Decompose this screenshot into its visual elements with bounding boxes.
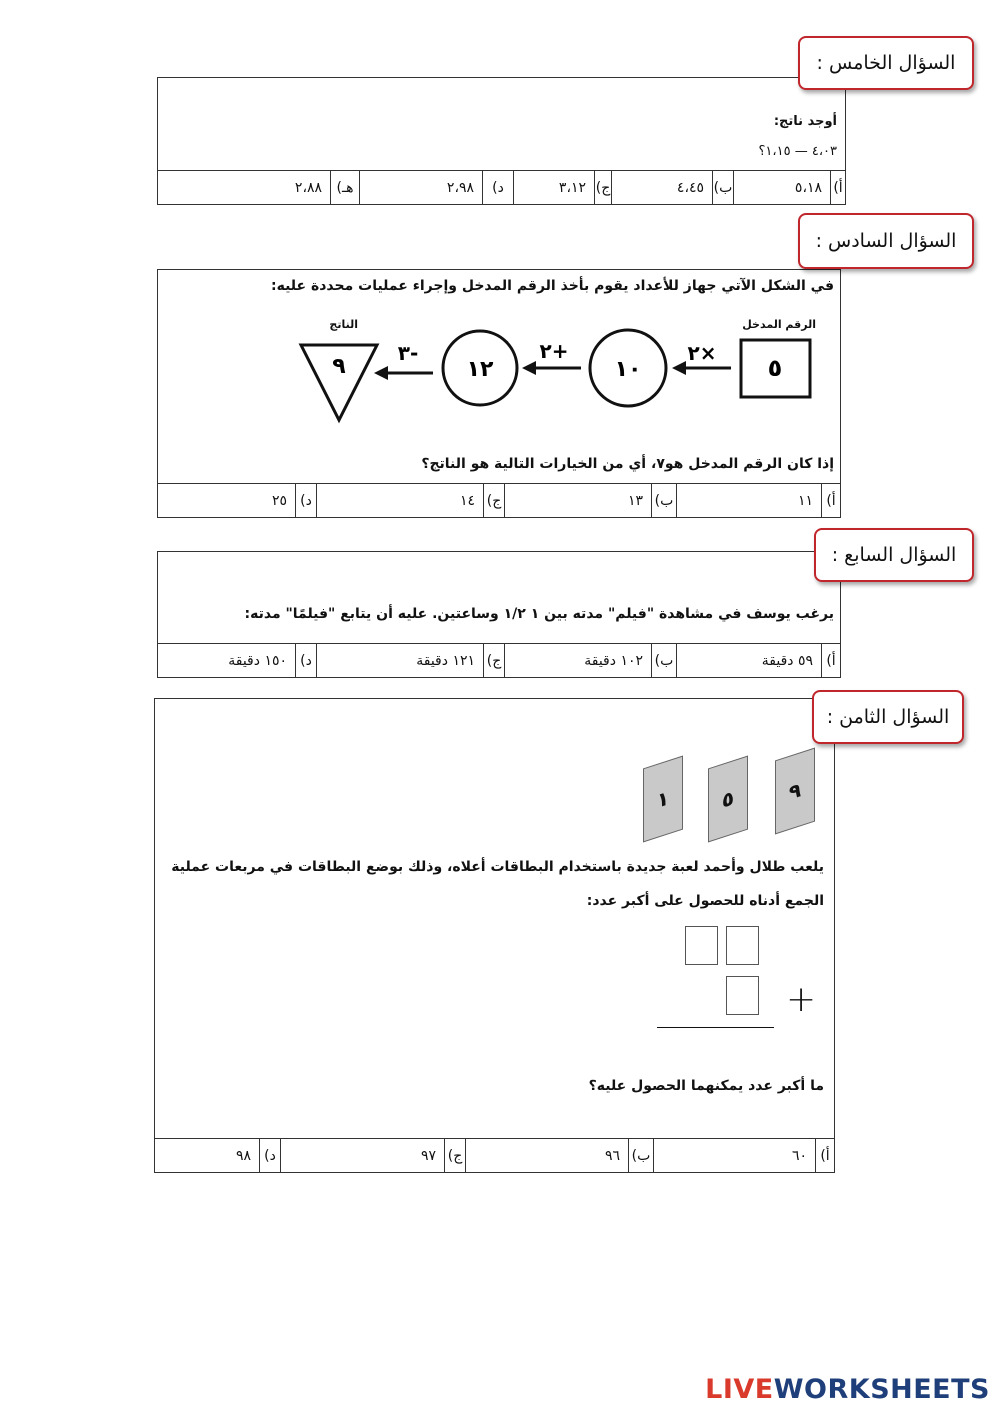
q5-option-b[interactable]: ٤،٤٥ — [611, 171, 712, 204]
q6-output-label: الناتج — [329, 318, 358, 331]
q8-question: ما أكبر عدد يمكنهما الحصول عليه؟ — [588, 1078, 824, 1094]
q8-box-bottom[interactable] — [726, 976, 759, 1015]
q5-label: السؤال الخامس : — [798, 36, 974, 90]
q8-plus-sign: + — [786, 979, 817, 1020]
q5-option-a[interactable]: ٥،١٨ — [733, 171, 830, 204]
q8-answer-row — [155, 1138, 834, 1172]
q8-option-d[interactable]: ٩٨ — [235, 1147, 251, 1164]
q6-intro: في الشكل الآتي جهاز للأعداد يقوم بأخذ الرقم المدخل وإجراء عمليات محددة عليه: — [271, 278, 834, 294]
q8-text-line1: يلعب طلال وأحمد لعبة جديدة باستخدام البطاقات أعلاه، وذلك بوضع البطاقات في مربعات عملية — [171, 859, 824, 875]
q6-option-a[interactable]: ١١ — [676, 484, 821, 517]
q5-option-e[interactable]: ٢،٨٨ — [294, 179, 322, 196]
q8-letter-a: أ) — [815, 1139, 834, 1172]
q7-letter-c: ج) — [483, 644, 504, 677]
q6-input-value: ٥ — [767, 354, 783, 382]
q8-card-3: ١ — [643, 756, 683, 843]
question-7-box — [157, 551, 841, 678]
q5-instruction: أوجد ناتج: — [773, 114, 837, 129]
q5-option-d[interactable]: ٢،٩٨ — [359, 171, 482, 204]
q6-step1-value: ١٠ — [614, 357, 642, 382]
q5-answer-row — [158, 170, 845, 204]
q6-letter-b: ب) — [651, 484, 676, 517]
liveworksheets-logo — [705, 1374, 990, 1405]
q6-machine-diagram — [158, 270, 840, 517]
q7-letter-b: ب) — [651, 644, 676, 677]
q6-question: إذا كان الرقم المدخل هو٧، أي من الخيارات التالية هو الناتج؟ — [421, 456, 834, 472]
q5-letter-b: ب) — [712, 171, 733, 204]
q6-letter-a: أ) — [821, 484, 840, 517]
q7-answer-row — [158, 643, 840, 677]
q5-option-c[interactable]: ٣،١٢ — [513, 171, 594, 204]
q5-expression: ٤،٠٣ — ١،١٥؟ — [758, 144, 837, 159]
logo-prefix: LIVE — [705, 1374, 774, 1405]
q8-box-top-left[interactable] — [685, 926, 718, 965]
q6-step2-value: ١٢ — [466, 357, 494, 382]
q6-option-d[interactable]: ٢٥ — [271, 492, 287, 509]
q7-option-b[interactable]: ١٠٢ دقيقة — [504, 644, 651, 677]
q8-option-b[interactable]: ٩٦ — [465, 1139, 628, 1172]
q8-letter-b: ب) — [628, 1139, 653, 1172]
q6-letter-c: ج) — [483, 484, 504, 517]
q5-letter-c: ج) — [594, 171, 611, 204]
q6-option-b[interactable]: ١٣ — [504, 484, 651, 517]
q8-card-1: ٩ — [775, 748, 815, 835]
q5-letter-a: أ) — [830, 171, 845, 204]
q8-box-top-right[interactable] — [726, 926, 759, 965]
q6-answer-row — [158, 483, 840, 517]
logo-suffix: WORKSHEETS — [773, 1374, 990, 1405]
q6-option-c[interactable]: ١٤ — [316, 484, 483, 517]
q8-label: السؤال الثامن : — [812, 690, 964, 744]
question-8-box — [154, 698, 835, 1173]
q6-label: السؤال السادس : — [798, 213, 974, 269]
q7-letter-a: أ) — [821, 644, 840, 677]
q6-letter-d: د) — [295, 484, 316, 517]
q8-letter-d: د) — [259, 1139, 280, 1172]
q7-option-d[interactable]: ١٥٠ دقيقة — [228, 652, 287, 669]
q8-card-2: ٥ — [708, 756, 748, 843]
question-5-box — [157, 77, 846, 205]
question-6-box — [157, 269, 841, 518]
q7-option-c[interactable]: ١٢١ دقيقة — [316, 644, 483, 677]
q7-option-a[interactable]: ٥٩ دقيقة — [676, 644, 821, 677]
q8-option-a[interactable]: ٦٠ — [653, 1139, 815, 1172]
q7-letter-d: د) — [295, 644, 316, 677]
q8-letter-c: ج) — [444, 1139, 465, 1172]
q5-letter-d: د) — [482, 171, 513, 204]
q8-sum-line — [657, 1027, 774, 1028]
q6-op2: ٢+ — [539, 339, 569, 363]
q6-input-label: الرقم المدخل — [742, 318, 816, 331]
q5-letter-e: هـ) — [330, 171, 359, 204]
q7-text: يرغب يوسف في مشاهدة "فيلم" مدته بين ١ ١/٢ وساعتين. عليه أن يتابع "فيلمًا" مدته: — [244, 606, 834, 622]
q8-text-line2: الجمع أدناه للحصول على أكبر عدد: — [586, 893, 824, 909]
q7-label: السؤال السابع : — [814, 528, 974, 582]
q6-op3: ٣- — [397, 341, 419, 365]
q8-option-c[interactable]: ٩٧ — [280, 1139, 444, 1172]
q6-output-value: ٩ — [332, 354, 346, 379]
q6-op1: ٢× — [687, 341, 717, 365]
